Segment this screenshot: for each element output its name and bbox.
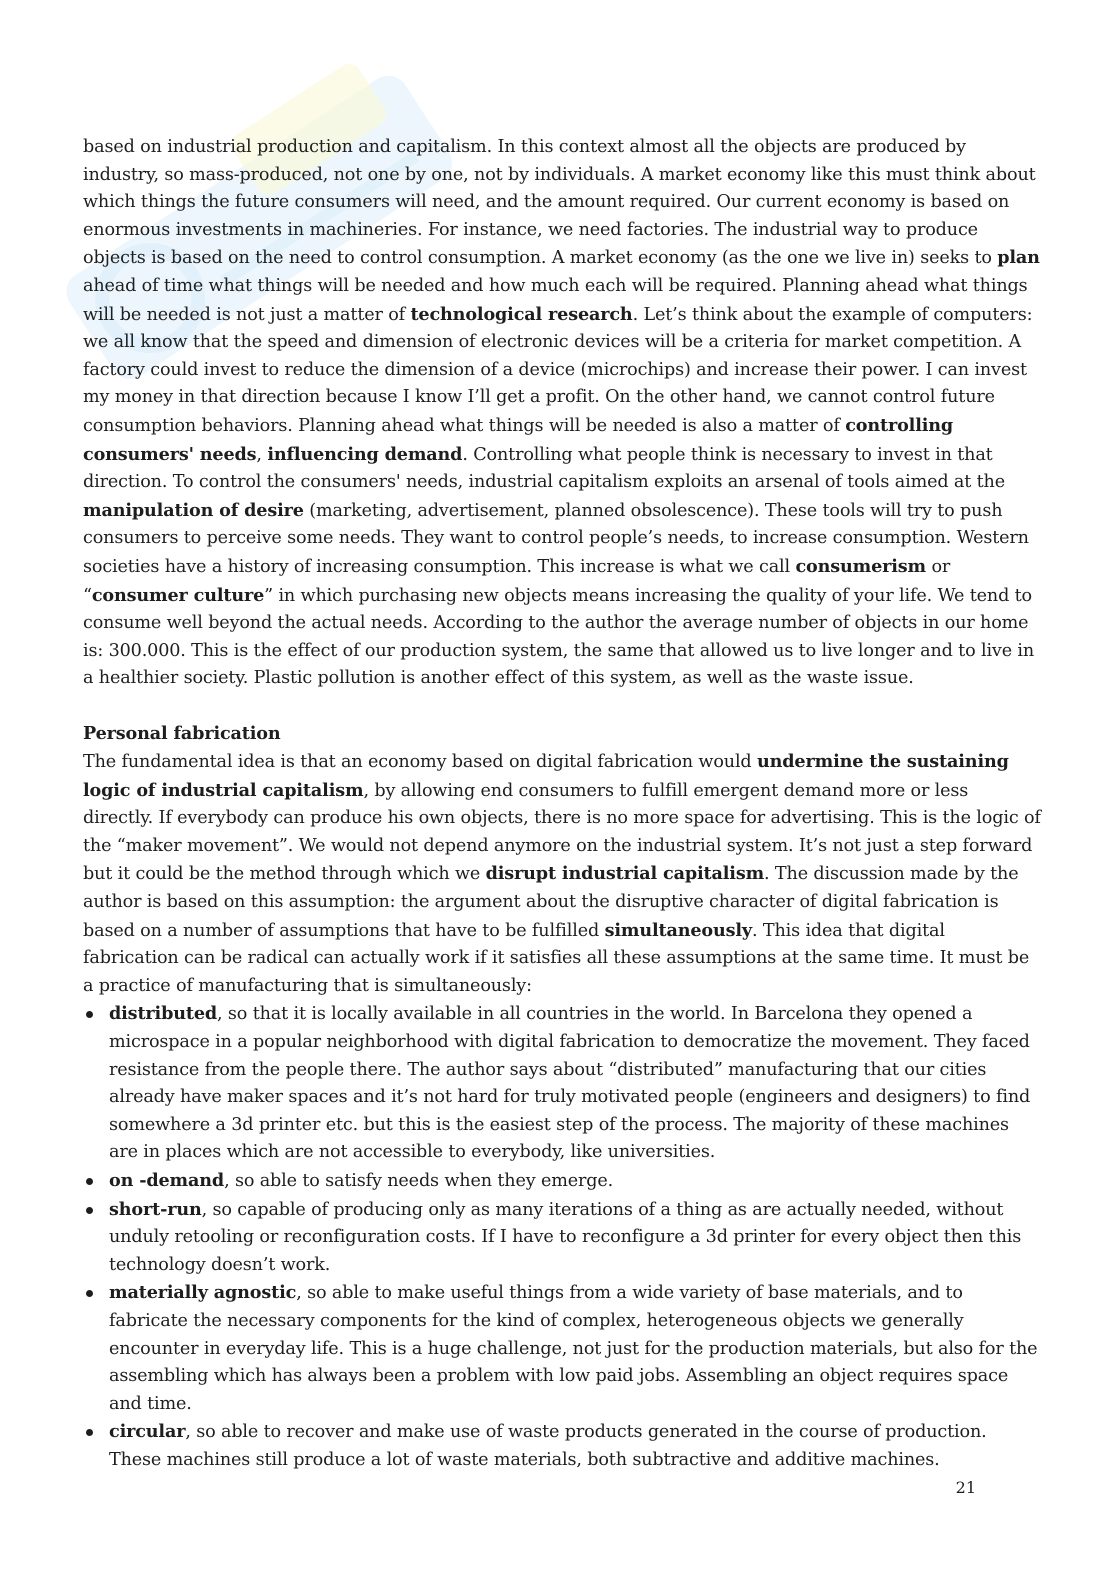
text-run: , by allowing end consumers to fulfill emergent demand more or less directly. If everybody can produce his own objects, there is no more space for advertising. This is the logic of the “maker movement”. We would not depend anymore on the industrial system. It’s not just a step forward but it could be the method through which we <box>83 780 1041 885</box>
bold-term: materially agnostic <box>109 1282 297 1304</box>
text-run: , so able to make useful things from a wide variety of base materials, and to fabricate the necessary components for the kind of complex, heterogeneous objects we generally encounter in everyday life. This is a huge challenge, not just for the production materials, but also for the assembling which has always been a problem with low paid jobs. Assembling an object requires space and time. <box>109 1283 1038 1414</box>
text-run: , so capable of producing only as many iterations of a thing as are actually needed, without unduly retooling or reconfiguration costs. If I have to reconfigure a 3d printer for every object then this technology doesn’t work. <box>109 1199 1022 1275</box>
text-run: based on industrial production and capitalism. In this context almost all the objects are produced by industry, so mass-produced, not one by one, not by individuals. A market economy like this must think about which things the future consumers will need, and the amount required. Our current economy is based on enormous investments in machineries. For instance, we need factories. The industrial way to produce objects is based on the need to control consumption. A market economy (as the one we live in) seeks to <box>83 137 1036 269</box>
bold-term: controlling consumers' needs <box>83 414 954 465</box>
paragraph-personal-fabrication <box>83 748 1041 1000</box>
assumption-list <box>83 1000 1041 1474</box>
list-item <box>83 1167 1041 1196</box>
bold-term: manipulation of desire <box>83 499 304 521</box>
text-run: . Let’s think about the example of computers: we all know that the speed and dimension of electronic devices will be a criteria for market competition. A factory could invest to reduce the dimension of a device (microchips) and increase their power. I can invest my money in that direction because I know I’ll get a profit. On the other hand, we cannot control future consumption behaviors. Planning ahead what things will be needed is also a matter of <box>83 304 1033 436</box>
list-item <box>83 1418 1041 1474</box>
bold-term: short-run <box>109 1198 202 1220</box>
list-item <box>83 1000 1041 1167</box>
bold-term: consumerism <box>795 555 927 577</box>
paragraph-consumerism <box>83 134 1041 693</box>
bold-term: simultaneously <box>604 919 752 941</box>
list-item <box>83 1279 1041 1418</box>
text-run: The fundamental idea is that an economy based on digital fabrication would <box>83 752 757 773</box>
list-item <box>83 1196 1041 1280</box>
text-run: , so able to recover and make use of waste products generated in the course of production. These machines still produce a lot of waste materials, both subtractive and additive machines. <box>109 1422 987 1470</box>
text-run: ahead of time what things will be needed and how much each will be required. Planning ahead what things will be needed is not just a matter of <box>83 275 1028 325</box>
bold-term: influencing demand <box>267 443 463 465</box>
document-body <box>83 134 1041 1475</box>
page-number: 21 <box>955 1478 976 1497</box>
text-run: (marketing, advertisement, planned obsolescence). These tools will try to push consumers to perceive some needs. They want to control people’s needs, to increase consumption. Western societies have a history of increasing consumption. This increase is what we call <box>83 500 1029 577</box>
bold-term: disrupt industrial capitalism <box>485 863 765 885</box>
bold-term: circular <box>109 1421 186 1443</box>
text-run: . The discussion made by the author is based on this assumption: the argument about the disruptive character of digital fabrication is based on a number of assumptions that have to be fulfilled <box>83 864 1019 941</box>
bold-term: plan <box>997 247 1040 269</box>
bold-term: on -demand <box>109 1169 225 1191</box>
text-run: , so that it is locally available in all countries in the world. In Barcelona they opened a microspace in a popular neighborhood with digital fabrication to democratize the movement. They faced resistance from the people there. The author says about “distributed” manufacturing that our cities already have maker spaces and it’s not hard for truly motivated people (engineers and designers) to find somewhere a 3d printer etc. but this is the easiest step of the process. The majority of these machines are in places which are not accessible to everybody, like universities. <box>109 1004 1031 1163</box>
section-heading: Personal fabrication <box>83 723 281 745</box>
text-run: . This idea that digital fabrication can be radical can actually work if it satisfies all these assumptions at the same time. It must be a practice of manufacturing that is simultaneously: <box>83 920 1030 996</box>
text-run: or “ <box>83 556 951 606</box>
text-run: , <box>256 444 268 465</box>
text-run: , so able to satisfy needs when they emerge. <box>224 1170 614 1191</box>
bold-term: consumer culture <box>91 584 265 606</box>
text-run: ” in which purchasing new objects means increasing the quality of your life. We tend to consume well beyond the actual needs. According to the author the average number of objects in our home is: 300.000. This is the effect of our production system, the same that allowed us to live longer and to live in a healthier society. Plastic pollution is another effect of this system, as well as the waste issue. <box>83 585 1035 689</box>
text-run: . Controlling what people think is necessary to invest in that direction. To control the consumers' needs, industrial capitalism exploits an arsenal of tools aimed at the <box>83 444 1005 493</box>
bold-term: distributed <box>109 1003 218 1025</box>
bold-term: technological research <box>410 303 633 325</box>
bold-term: undermine the sustaining logic of industrial capitalism <box>83 751 1009 801</box>
